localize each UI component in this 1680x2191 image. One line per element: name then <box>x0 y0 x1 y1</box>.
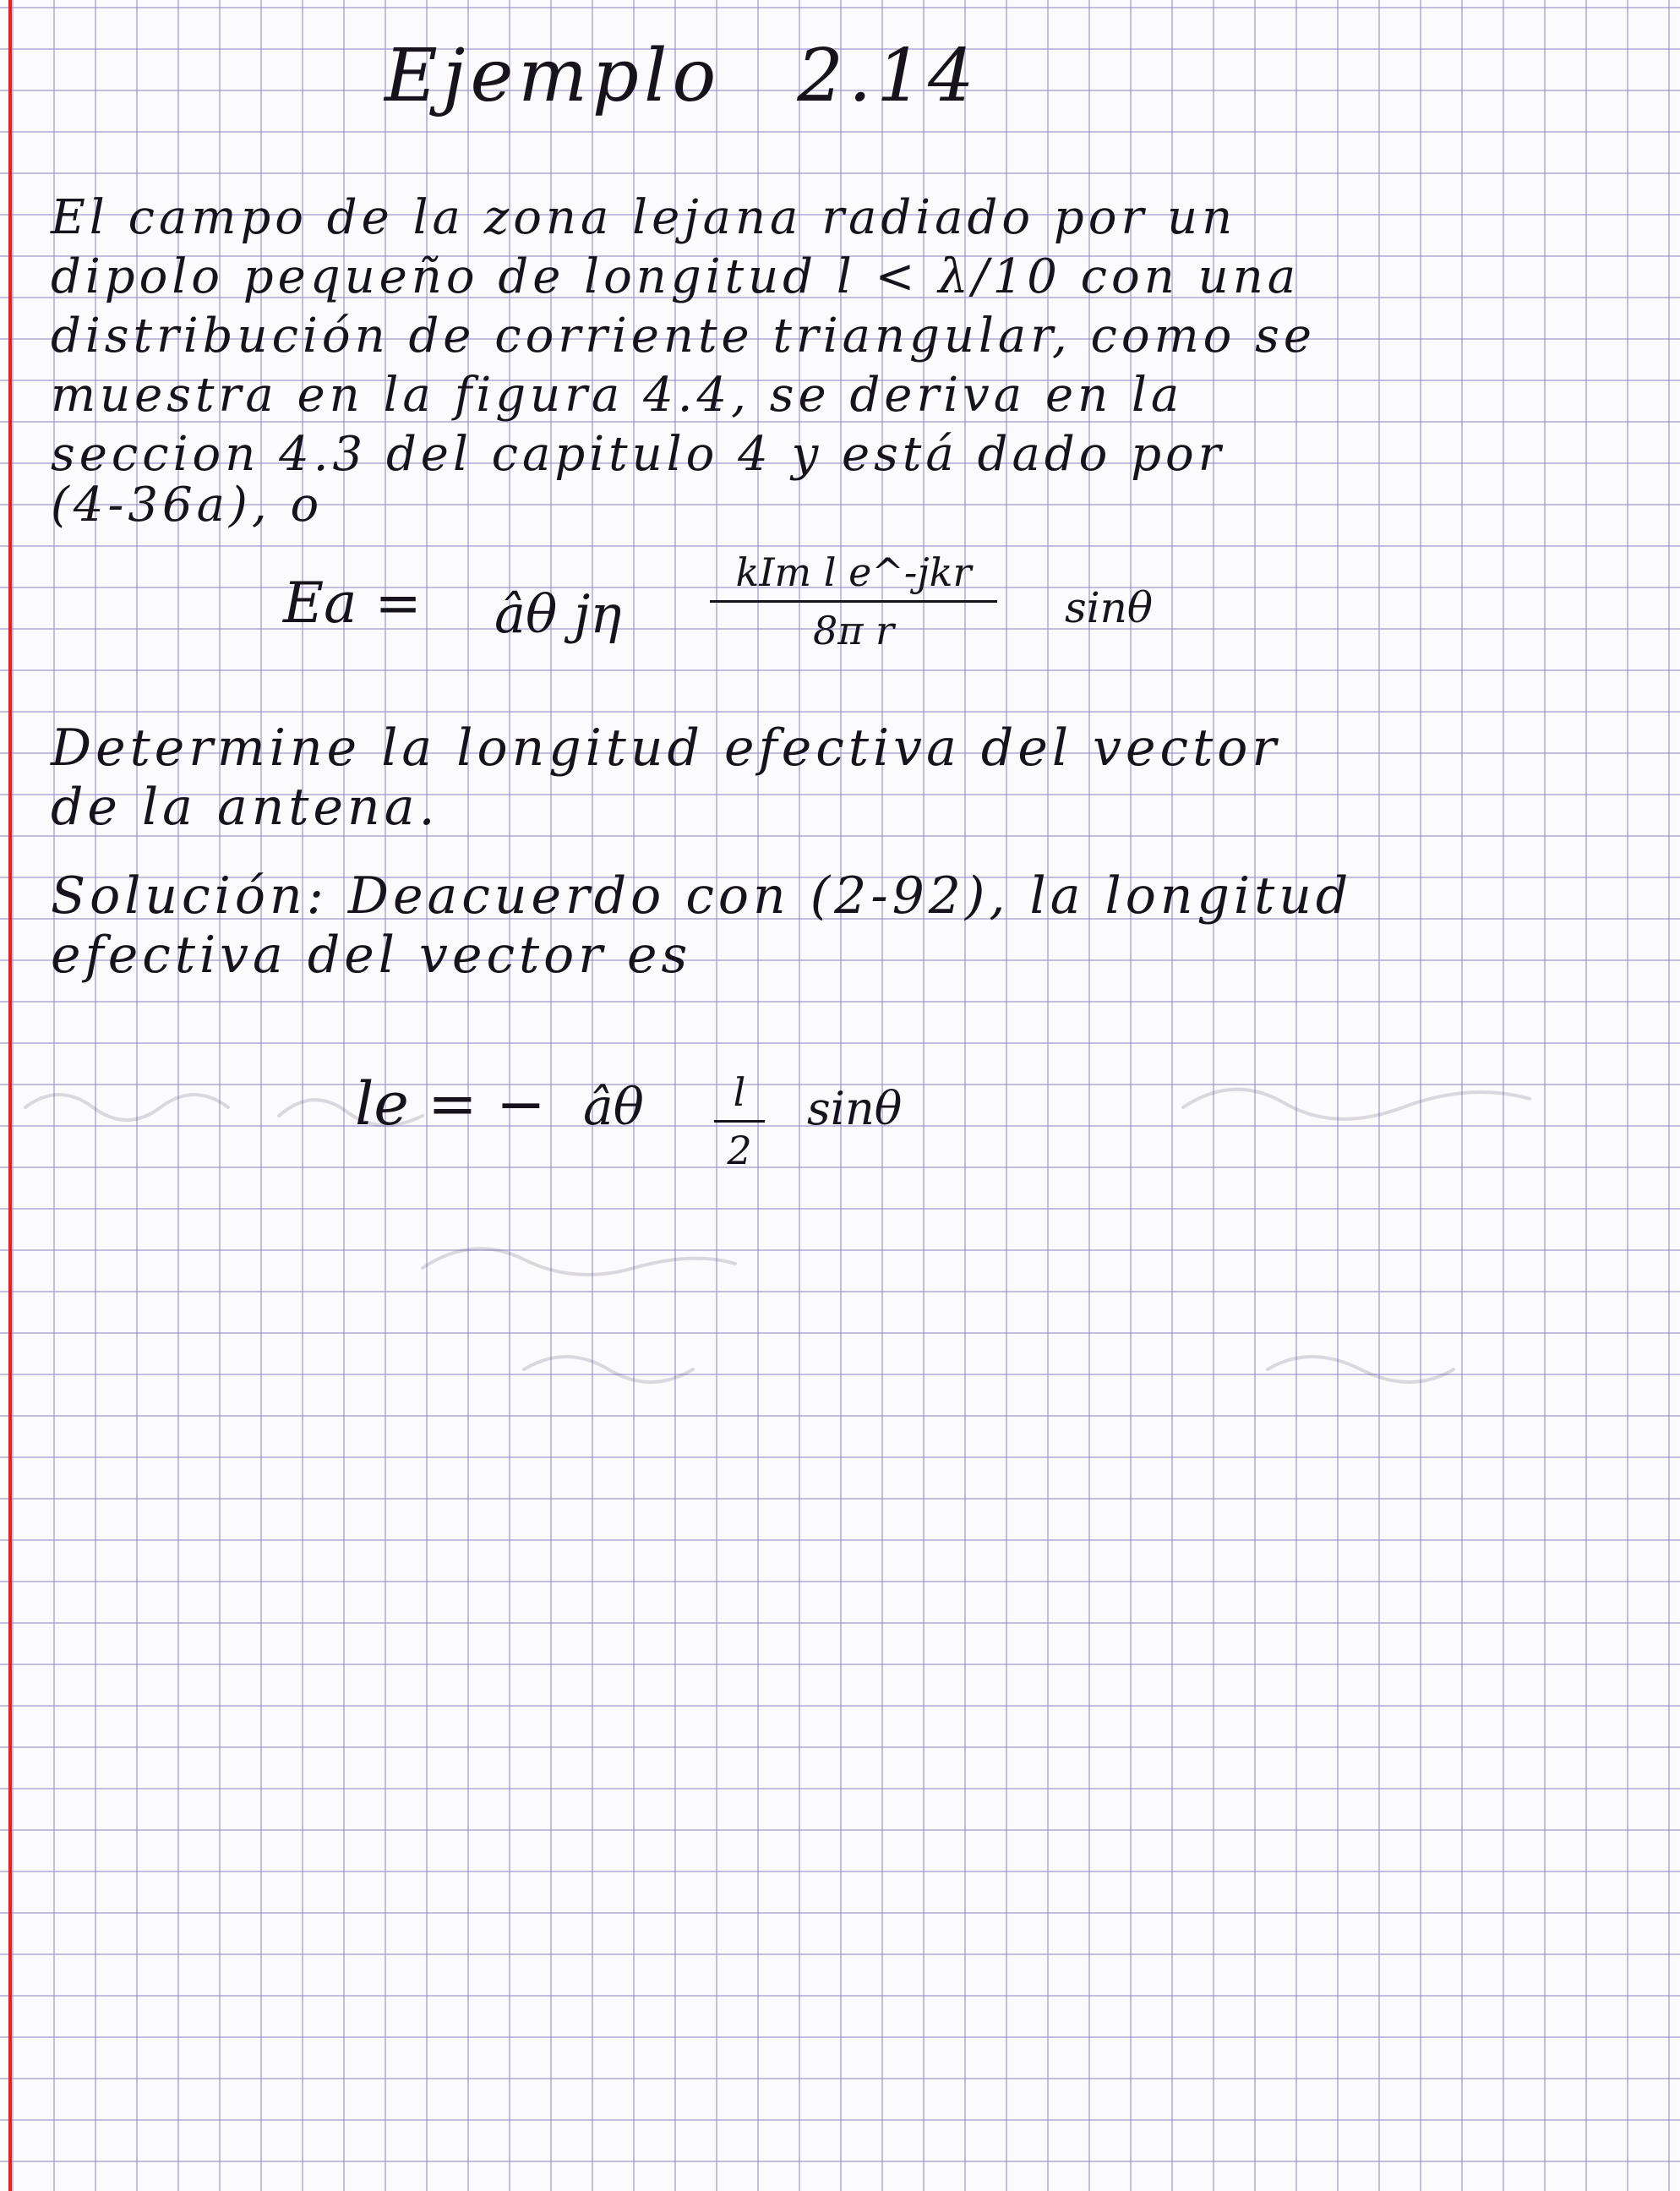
far-field-sine: sinθ <box>1065 583 1153 632</box>
far-field-numerator: kIm l e^-jkr <box>735 549 972 595</box>
effective-length-lhs: le = − <box>355 1069 546 1139</box>
far-field-unit-vector: âθ jη <box>494 583 622 645</box>
far-field-denominator: 8π r <box>812 608 895 653</box>
effective-length-fraction <box>714 1069 765 1173</box>
example-number: 2.14 <box>797 34 979 118</box>
question-line-2: de la antena. <box>51 778 439 837</box>
effective-length-sine: sinθ <box>807 1082 903 1135</box>
example-title-word: Ejemplo <box>385 34 722 118</box>
effective-length-fraction-bar <box>714 1120 765 1123</box>
far-field-fraction-bar <box>710 600 997 603</box>
far-field-lhs: Ea = <box>283 571 422 636</box>
example-title <box>385 34 979 118</box>
problem-line-2: dipolo pequeño de longitud l < λ/10 con una <box>51 249 1301 304</box>
problem-line-1: El campo de la zona lejana radiado por un <box>51 190 1237 245</box>
problem-line-5: seccion 4.3 del capitulo 4 y está dado por <box>51 427 1225 482</box>
problem-line-3: distribución de corriente triangular, como se <box>51 309 1317 363</box>
far-field-fraction <box>710 549 997 653</box>
solution-line-2: efectiva del vector es <box>51 926 692 985</box>
problem-line-6: (4-36a), o <box>51 478 324 533</box>
effective-length-unit-vector: âθ <box>583 1078 644 1137</box>
effective-length-denominator: 2 <box>727 1128 752 1173</box>
solution-line-1: Solución: Deacuerdo con (2-92), la longitud <box>51 866 1353 926</box>
problem-line-4: muestra en la figura 4.4, se deriva en la <box>51 368 1184 423</box>
effective-length-numerator: l <box>733 1069 746 1115</box>
question-line-1: Determine la longitud efectiva del vector <box>51 718 1281 778</box>
